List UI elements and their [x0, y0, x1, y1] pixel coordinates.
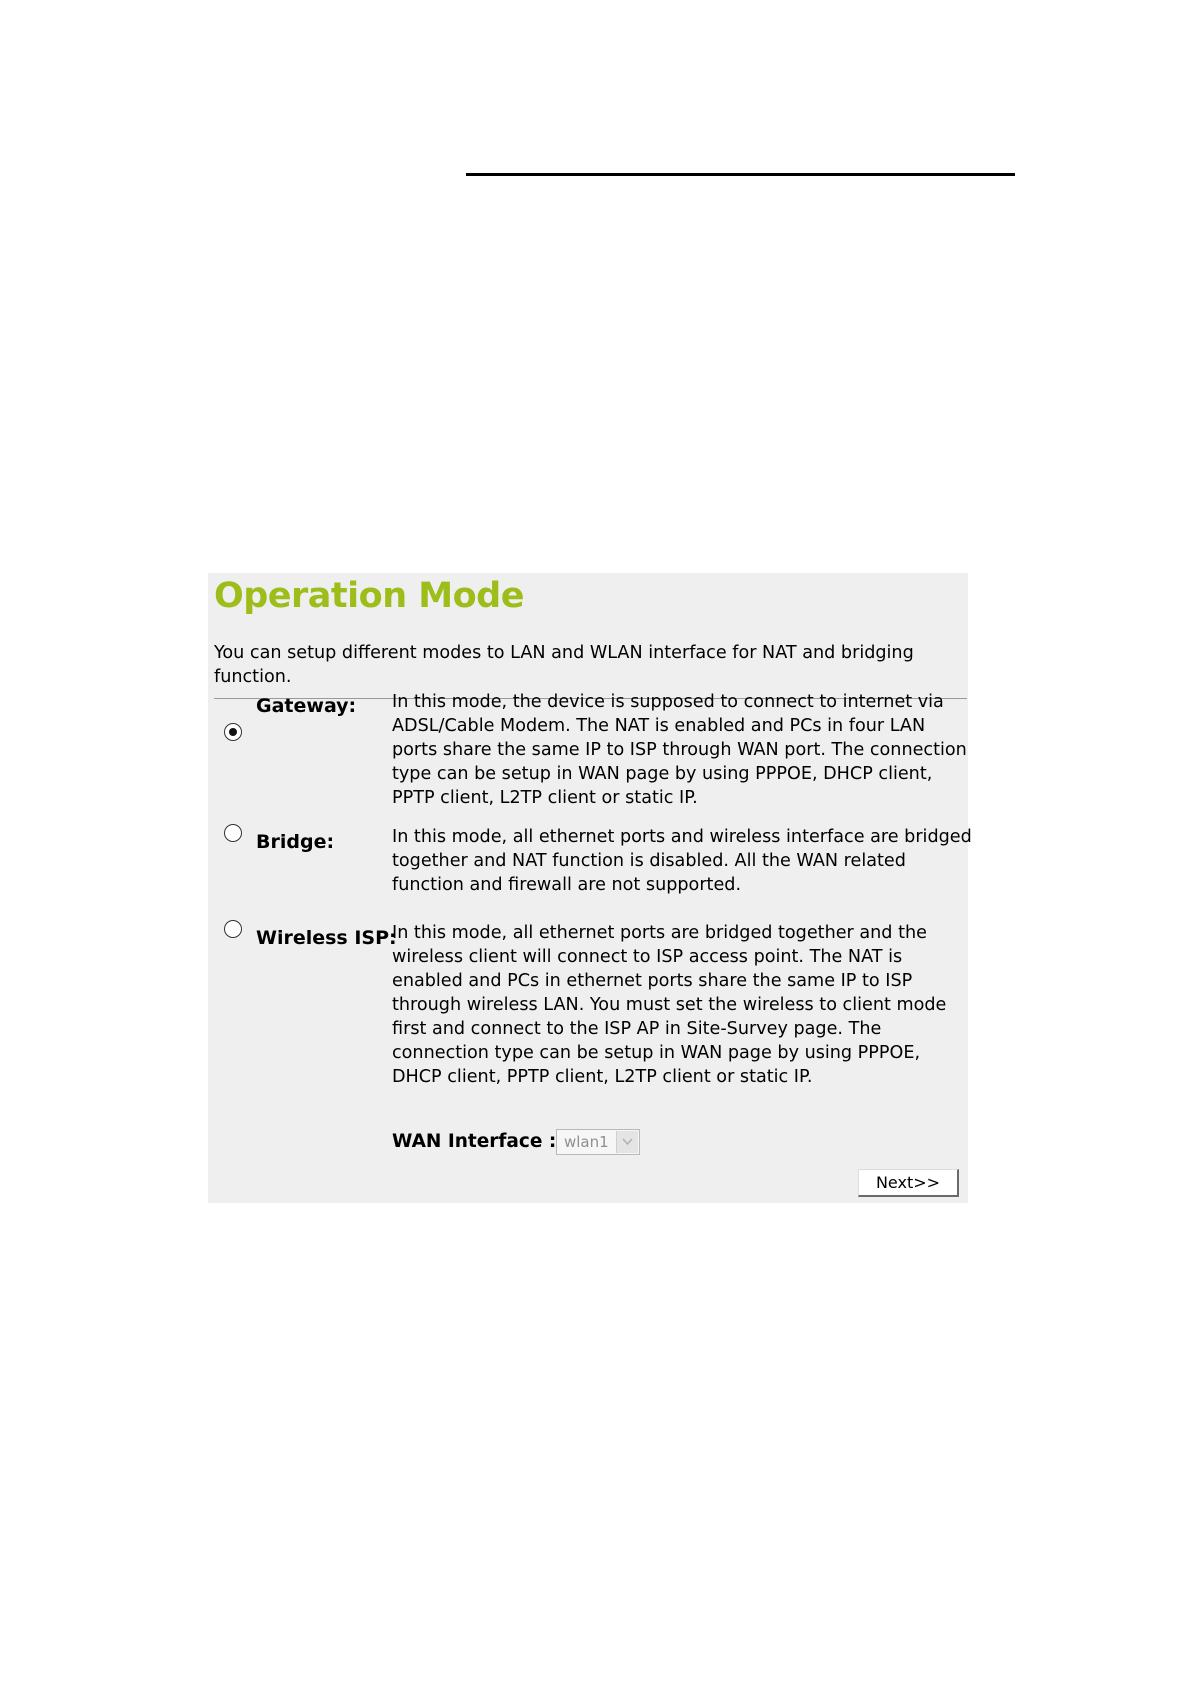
gateway-label[interactable]: Gateway: [256, 695, 357, 717]
wireless-isp-description: In this mode, all ethernet ports are bridged together and the wireless client will connect to ISP access point. The NAT is enabled and PCs in ethernet ports share the same IP to ISP through wireless LAN. You must set the wireless to client mode first and connect to the ISP AP in Site-Survey page. The connection type can be setup in WAN page by using PPPOE, DHCP client, PPTP client, L2TP client or static IP. [392, 923, 947, 1087]
operation-mode-panel [208, 573, 972, 1203]
bridge-description: In this mode, all ethernet ports and wireless interface are bridged together and NAT function is disabled. All the WAN related function and firewall are not supported. [392, 827, 972, 895]
header-rule [466, 173, 1015, 176]
bridge-radio[interactable] [224, 824, 242, 842]
wireless-isp-radio[interactable] [224, 920, 242, 938]
wan-interface-value: wlan1 [564, 1133, 609, 1151]
gateway-description: In this mode, the device is supposed to connect to internet via ADSL/Cable Modem. The NAT is enabled and PCs in four LAN ports share the same IP to ISP through WAN port. The connection type can be setup in WAN page by using PPPOE, DHCP client, PPTP client, L2TP client or static IP. [392, 692, 967, 808]
page-description: You can setup different modes to LAN and WLAN interface for NAT and bridging function. [214, 643, 914, 687]
chevron-down-icon [616, 1131, 638, 1153]
gateway-radio[interactable] [224, 723, 242, 741]
bridge-label[interactable]: Bridge: [256, 831, 335, 853]
next-button[interactable]: Next>> [858, 1169, 959, 1197]
wan-interface-label: WAN Interface : [392, 1131, 557, 1152]
wireless-isp-label[interactable]: Wireless ISP: [256, 927, 397, 949]
page-title: Operation Mode [214, 576, 524, 616]
wan-interface-select[interactable] [556, 1129, 640, 1155]
